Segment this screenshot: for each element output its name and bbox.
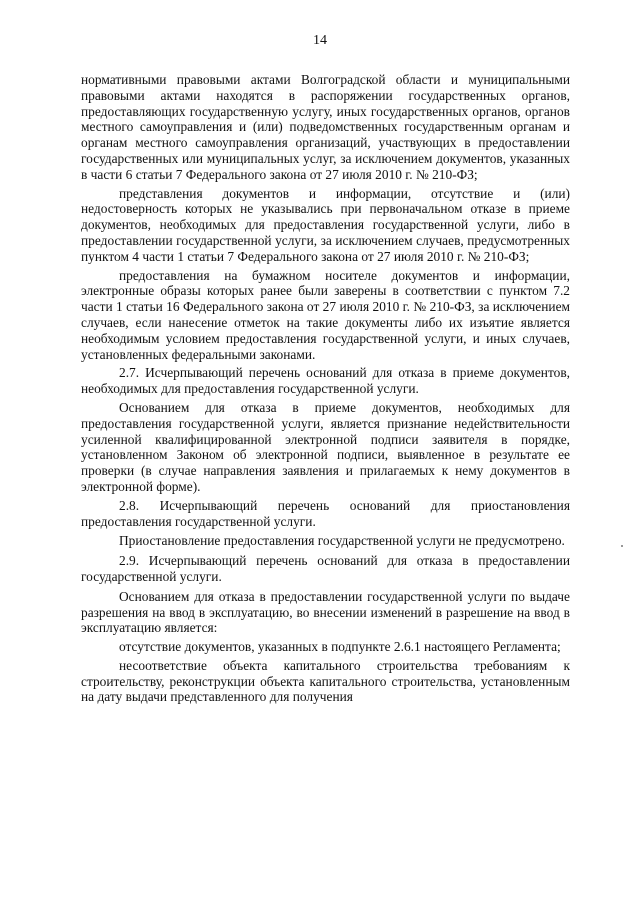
document-body — [81, 72, 570, 708]
page-number: 14 — [313, 33, 327, 48]
paragraph-list-item: предоставления на бумажном носителе документов и информации, электронные образы которых ранее были заверены в соответствии с пунктом 7.2 части 1 статьи 16 Федерального закона от 27 июля 2010 г. № 210-ФЗ, за исключением случаев, если нанесение отметок на такие документы либо их изъятие является необходимым условием предоставления государственной услуги, и иных случаев, установленных федеральными законами. — [81, 267, 570, 362]
scan-speck — [621, 545, 623, 547]
section-heading-2-7: 2.7. Исчерпывающий перечень оснований для отказа в приеме документов, необходимых для предоставления государственной услуги. — [81, 365, 570, 397]
paragraph-list-item: представления документов и информации, отсутствие и (или) недостоверность которых не указывались при первоначальном отказе в приеме документов, необходимых для предоставления государственной услуги, либо в предоставлении государственной услуги, за исключением случаев, предусмотренных пунктом 4 части 1 статьи 7 Федерального закона от 27 июля 2010 г. № 210-ФЗ; — [81, 185, 570, 264]
paragraph: Основанием для отказа в предоставлении государственной услуги по выдаче разрешения на ввод в эксплуатацию, во внесении изменений в разрешение на ввод в эксплуатацию является: — [81, 588, 570, 636]
paragraph-continuation: нормативными правовыми актами Волгоградской области и муниципальными правовыми актами находятся в распоряжении государственных органов, предоставляющих государственную услугу, иных государственных органов, органов местного самоуправления и (или) подведомственных государственным органам и органам местного самоуправления организаций, участвующих в предоставлении государственных или муниципальных услуг, за исключением документов, указанных в части 6 статьи 7 Федерального закона от 27 июля 2010 г. № 210-ФЗ; — [81, 72, 570, 182]
paragraph: Приостановление предоставления государственной услуги не предусмотрено. — [119, 533, 565, 549]
paragraph-list-item: отсутствие документов, указанных в подпункте 2.6.1 настоящего Регламента; — [119, 639, 561, 655]
paragraph: Основанием для отказа в приеме документов, необходимых для предоставления государственной услуги, является признание недействительности усиленной квалифицированной электронной подписи заявителя в порядке, установленном Законом об электронной подписи, выявленное в результате ее проверки (в случае направления заявления и прилагаемых к нему документов в электронной форме). — [81, 399, 570, 494]
paragraph-list-item: несоответствие объекта капитального строительства требованиям к строительству, реконструкции объекта капитального строительства, установленным на дату выдачи представленного для получения — [81, 657, 570, 705]
section-heading-2-9: 2.9. Исчерпывающий перечень оснований для отказа в предоставлении государственной услуги. — [81, 553, 570, 584]
section-heading-2-8: 2.8. Исчерпывающий перечень оснований для приостановления предоставления государственной услуги. — [81, 497, 570, 529]
